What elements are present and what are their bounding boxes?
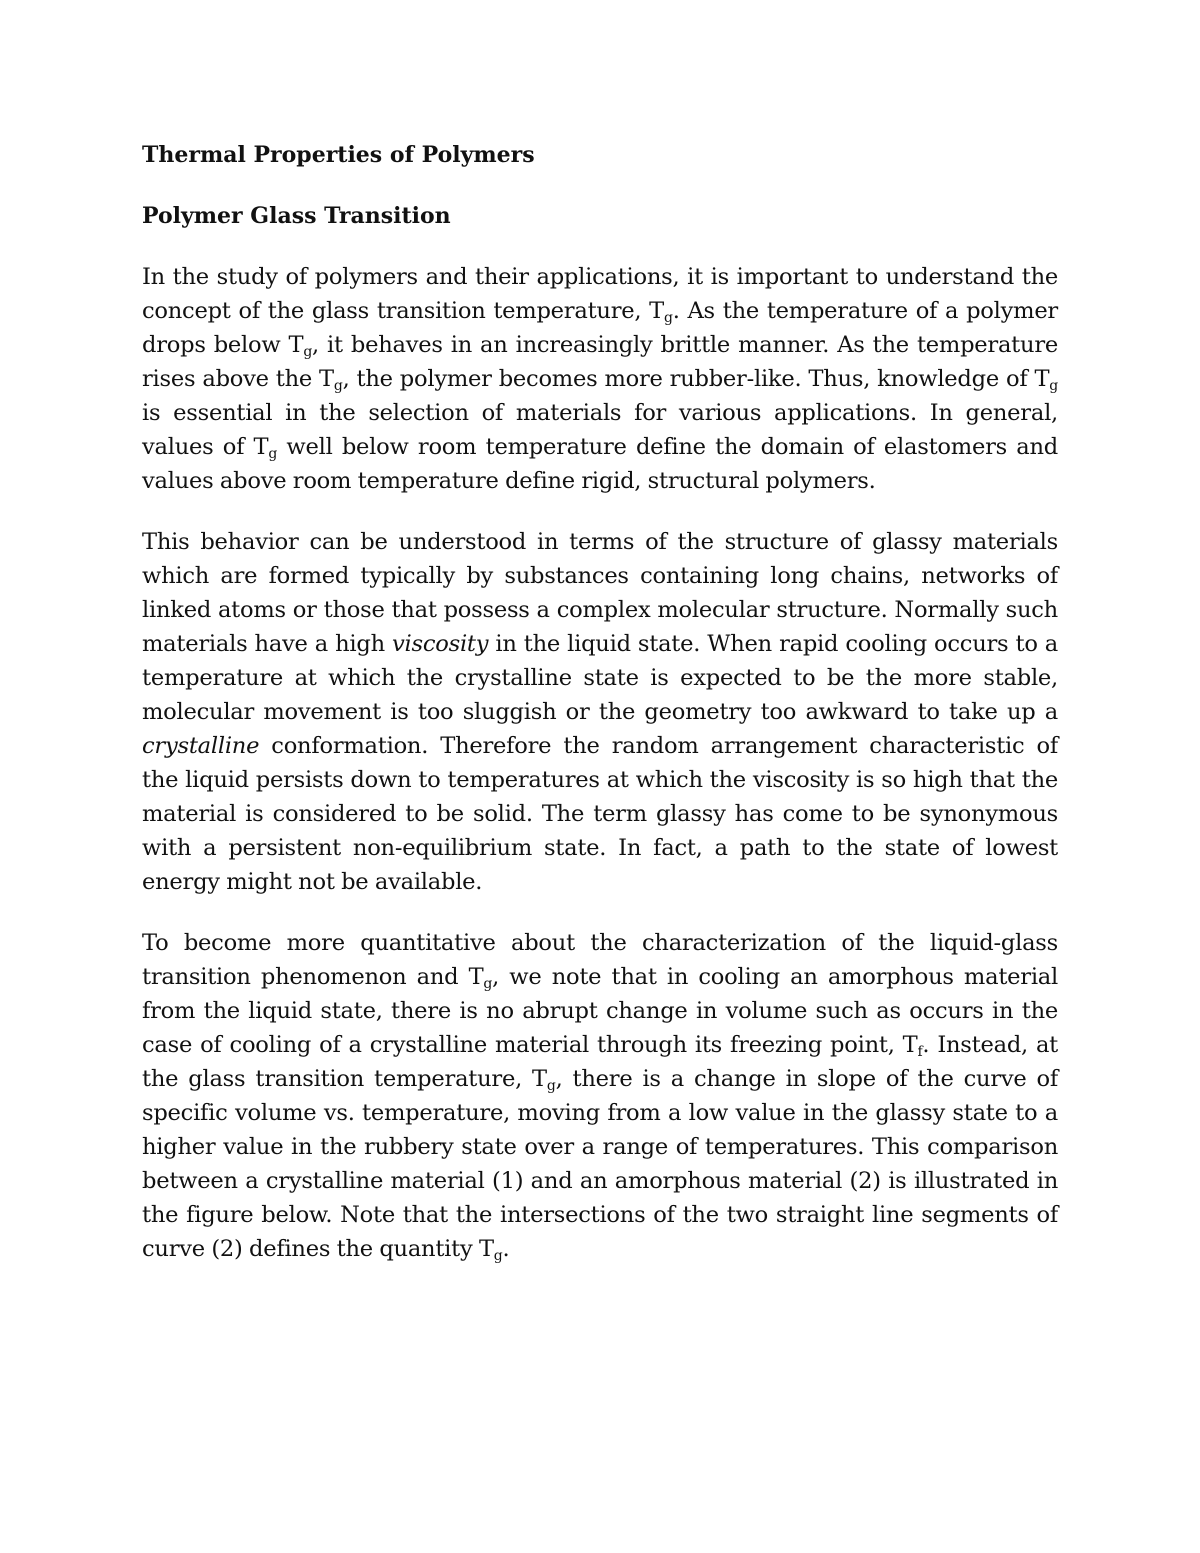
text-run: conformation. Therefore the random arrangement characteristic of the liquid persists down to temperatures at which the viscosity is so high that the material is considered to be solid. The term glassy has come to be synonymous with a persistent non-equilibrium state. In fact, a path to the state of lowest energy might not be available. — [142, 733, 1058, 895]
tg-symbol: $T_g$ — [253, 434, 278, 462]
text-run: This behavior can be understood in terms of the structure of glassy materials which are formed typically by substances containing long chains, networks of linked atoms or those that possess a complex molecular structure. Normally such materials have a high — [142, 529, 1058, 657]
text-run: in the liquid state. When rapid cooling occurs to a temperature at which the crystalline state is expected to be the more stable, molecular movement is too sluggish or the geometry too awkward to take up a — [142, 631, 1059, 725]
italic-term: crystalline — [142, 733, 260, 759]
section-title: Polymer Glass Transition — [142, 203, 451, 229]
text-run: well below room temperature define the domain of elastomers and values above room temperature define rigid, structural polymers. — [142, 434, 1059, 494]
text-run: is essential in the selection of materials for various applications. In general, values of — [142, 400, 1058, 460]
paragraph-3 — [142, 926, 1058, 1266]
paragraph-2 — [142, 525, 1058, 899]
tf-symbol: $T_f$ — [902, 1032, 923, 1060]
tg-symbol: $T_g$ — [478, 1236, 503, 1264]
tg-symbol: $T_g$ — [532, 1066, 556, 1094]
text-run: , it behaves in an increasingly brittle manner. As the temperature rises above the — [142, 332, 1058, 392]
document-title: Thermal Properties of Polymers — [142, 142, 535, 168]
tg-symbol: $T_g$ — [288, 332, 313, 360]
text-run: . Instead, at the glass transition temperature, — [142, 1032, 1059, 1092]
tg-symbol: $T_g$ — [319, 366, 343, 394]
text-run: In the study of polymers and their applications, it is important to understand the concept of the glass transition temperature, — [142, 264, 1058, 324]
italic-term: viscosity — [392, 631, 489, 657]
paragraph-1 — [142, 260, 1058, 498]
document-page — [142, 138, 1058, 1293]
text-run: . — [502, 1236, 510, 1262]
text-run: , there is a change in slope of the curve of specific volume vs. temperature, moving from a low value in the glassy state to a higher value in the rubbery state over a range of temperatures. This comparison between a crystalline material (1) and an amorphous material (2) is illustrated in the figure below. Note that the intersections of the two straight line segments of curve (2) defines the quantity — [142, 1066, 1058, 1262]
text-run: To become more quantitative about the characterization of the liquid-glass transition phenomenon and — [142, 930, 1058, 990]
tg-symbol: $T_g$ — [468, 964, 493, 992]
text-run: , the polymer becomes more rubber-like. Thus, knowledge of — [342, 366, 1035, 392]
text-run: . As the temperature of a polymer drops below — [142, 298, 1058, 358]
tg-symbol: $T_g$ — [1034, 366, 1058, 394]
tg-symbol: $T_g$ — [649, 298, 673, 326]
text-run: , we note that in cooling an amorphous material from the liquid state, there is no abrupt change in volume such as occurs in the case of cooling of a crystalline material through its freezing point, — [142, 964, 1058, 1058]
